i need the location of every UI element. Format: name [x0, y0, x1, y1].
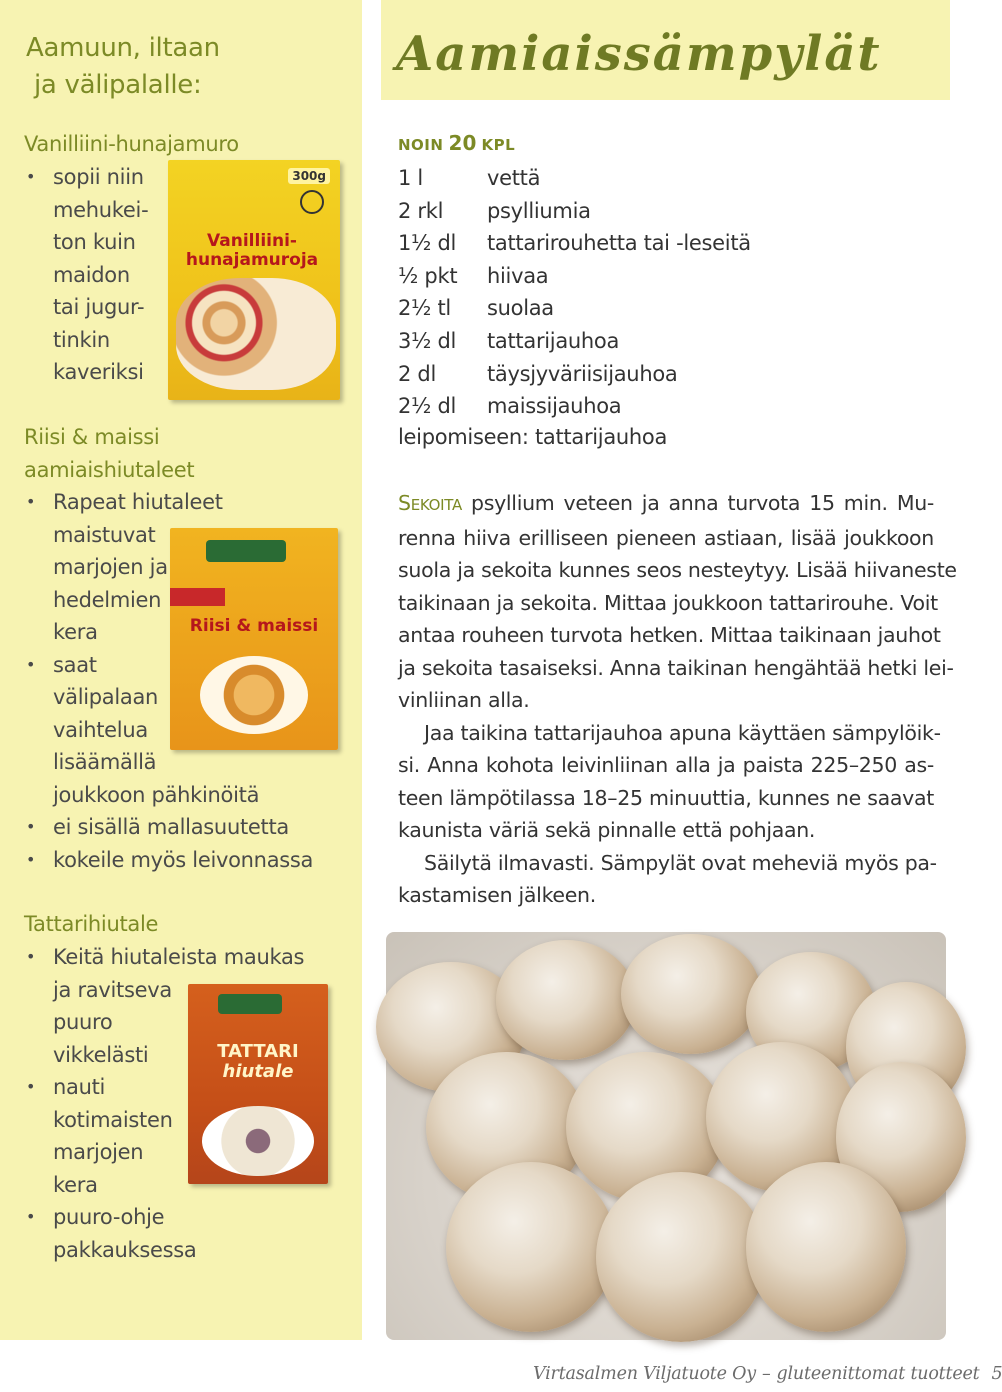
- bullet-item: [24, 844, 313, 877]
- bread-roll: [596, 1172, 766, 1342]
- product-name-vanilliini: Vanilliini-hunajamuro: [24, 132, 239, 156]
- instruction-paragraph: [398, 717, 941, 847]
- bullet-line: maidon: [53, 262, 130, 287]
- bullet-line: kera: [53, 620, 98, 644]
- recipe-yield: [398, 131, 515, 155]
- footer-separator: –: [761, 1364, 771, 1384]
- bullet-line: • sopii niin: [53, 165, 144, 189]
- ingredient-qty: ½ pkt: [398, 263, 458, 288]
- yield-number: 20: [448, 131, 477, 155]
- package-label: [196, 1042, 320, 1082]
- product-name-line: Riisi & maissi: [24, 425, 160, 449]
- bullet-line: ton kuin: [53, 230, 136, 254]
- instruction-paragraph: [398, 487, 957, 717]
- sidebar-title: [26, 30, 346, 104]
- bullet-item: [24, 1201, 304, 1266]
- yield-prefix: NOIN: [398, 136, 444, 154]
- ingredient-item: suolaa: [487, 296, 554, 321]
- ingredient-qty: 1½ dl: [398, 231, 457, 256]
- package-weight: 300g: [288, 168, 330, 184]
- instruction-line: [398, 487, 934, 522]
- footer-tagline: gluteenittomat tuotteet: [776, 1364, 980, 1384]
- ingredient-item: tattarirouhetta tai -leseitä: [487, 231, 751, 256]
- bullet-line: maistuvat: [53, 522, 156, 547]
- bullet-line: • nauti: [53, 1075, 106, 1099]
- ingredient-row: [398, 195, 751, 228]
- instruction-line: teen lämpötilassa 18–25 minuuttia, kunnes ne saavat: [398, 785, 934, 810]
- brand-logo: [218, 994, 282, 1014]
- product-name-riisi-maissi: [24, 421, 194, 486]
- bullet-line: tinkin: [53, 327, 110, 352]
- bullet-item: [24, 161, 148, 389]
- bullet-line: kaveriksi: [53, 360, 144, 384]
- ingredient-item: psylliumia: [487, 198, 591, 223]
- instruction-line: vinliinan alla.: [398, 688, 530, 712]
- bullet-line: • ei sisällä mallasuutetta: [53, 815, 289, 839]
- instruction-line: kaunista väriä sekä pinnalle että pohjaan.: [398, 818, 816, 842]
- ingredient-item: vettä: [487, 166, 541, 190]
- recipe-instructions: [398, 487, 957, 912]
- bread-roll: [746, 1162, 906, 1332]
- bread-rolls-photo: [386, 932, 946, 1340]
- bread-roll: [446, 1162, 616, 1332]
- vanilliini-package-image: [168, 160, 340, 400]
- ingredient-row: [398, 325, 751, 358]
- bullet-line: joukkoon pähkinöitä: [53, 782, 260, 807]
- bullet-line: marjojen: [53, 1140, 144, 1164]
- bread-roll: [496, 940, 636, 1060]
- product-bullets-vanilliini: [24, 161, 148, 389]
- bullet-line: hedelmien: [53, 587, 162, 612]
- package-label: Riisi & maissi: [189, 616, 319, 636]
- bullet-line: kera: [53, 1172, 98, 1197]
- recipe-title: Aamiaissämpylät: [396, 26, 882, 82]
- page-footer: [533, 1364, 1002, 1384]
- bullet-line: vaihtelua: [53, 717, 148, 742]
- bullet-line: • saat: [53, 652, 97, 677]
- bullet-line: tai jugur-: [53, 295, 145, 319]
- ingredient-row: [398, 292, 751, 325]
- brand-logo: [206, 540, 286, 562]
- lead-word-initial: S: [398, 491, 411, 515]
- ingredient-qty: 2½ dl: [398, 394, 457, 419]
- ingredient-qty: 2½ tl: [398, 296, 451, 321]
- product-name-tattarihiutale: Tattarihiutale: [24, 912, 159, 936]
- bullet-item: [24, 811, 313, 844]
- instruction-line: taikinaan ja sekoita. Mittaa joukkoon tattarirouhe. Voit: [398, 590, 938, 615]
- ingredient-row: [398, 358, 751, 391]
- ingredient-qty: 1 l: [398, 166, 423, 190]
- package-label: Vanilliini-hunajamuroja: [185, 231, 319, 270]
- tattari-package-image: [188, 984, 328, 1184]
- lead-word: [398, 491, 462, 515]
- sidebar-title-line: Aamuun, iltaan: [26, 33, 220, 63]
- baking-flour-note: leipomiseen: tattarijauhoa: [398, 425, 668, 449]
- bullet-line: pakkauksessa: [53, 1237, 197, 1262]
- ingredient-qty: 2 rkl: [398, 198, 444, 223]
- instruction-line: antaa rouheen turvota hetken. Mittaa taikinaan jauhot: [398, 623, 941, 647]
- instruction-text: psyllium veteen ja anna turvota 15 min. Mu-: [461, 491, 934, 515]
- bullet-line: • Rapeat hiutaleet: [53, 490, 223, 514]
- ingredient-item: maissijauhoa: [487, 394, 622, 419]
- ingredient-row: [398, 227, 751, 260]
- ingredient-item: tattarijauhoa: [487, 328, 620, 353]
- bullet-line: vikkelästi: [53, 1042, 149, 1067]
- bullet-line: marjojen ja: [53, 555, 168, 579]
- package-label-line: TATTARI: [217, 1041, 299, 1062]
- bullet-line: välipalaan: [53, 685, 159, 709]
- instruction-line: suola ja sekoita kunnes seos nesteytyy. Lisää hiivaneste: [398, 558, 957, 582]
- bullet-line: lisäämällä: [53, 750, 157, 774]
- riisi-maissi-package-image: [170, 528, 338, 750]
- ingredient-qty: 2 dl: [398, 361, 437, 386]
- package-ribbon: [170, 588, 225, 606]
- ingredient-row: [398, 162, 751, 195]
- cereal-bowl-icon: [176, 278, 336, 390]
- ingredient-row: [398, 390, 751, 423]
- porridge-bowl-icon: [202, 1106, 314, 1176]
- ingredient-qty: 3½ dl: [398, 328, 457, 353]
- bullet-line: puuro: [53, 1010, 113, 1034]
- ingredient-item: täysjyväriisijauhoa: [487, 361, 678, 386]
- gluten-free-icon: [300, 190, 324, 214]
- bread-roll: [621, 934, 761, 1054]
- page-number: 5: [991, 1364, 1002, 1384]
- bullet-line: • Keitä hiutaleista maukas: [53, 945, 305, 969]
- lead-word-rest: EKOITA: [410, 496, 462, 514]
- instruction-line: Säilytä ilmavasti. Sämpylät ovat meheviä myös pa-: [424, 850, 937, 875]
- bullet-line: mehukei-: [53, 197, 149, 222]
- yield-unit: KPL: [481, 136, 516, 154]
- package-label-line: hiutale: [222, 1061, 294, 1082]
- cereal-bowl-icon: [200, 656, 308, 734]
- instruction-line: renna hiiva erilliseen pieneen astiaan, lisää joukkoon: [398, 525, 934, 550]
- ingredient-row: [398, 260, 751, 293]
- sidebar-title-line: ja välipalalle:: [26, 70, 202, 100]
- product-name-line: aamiaishiutaleet: [24, 457, 195, 482]
- bullet-line: • kokeile myös leivonnassa: [53, 847, 314, 872]
- ingredient-item: hiivaa: [487, 263, 549, 288]
- instruction-line: Jaa taikina tattarijauhoa apuna käyttäen sämpylöik-: [424, 720, 941, 745]
- bullet-line: ja ravitseva: [53, 977, 172, 1002]
- instruction-line: si. Anna kohota leivinliinan alla ja paista 225–250 as-: [398, 753, 934, 777]
- instruction-line: ja sekoita tasaiseksi. Anna taikinan hengähtää hetki lei-: [398, 655, 954, 680]
- bullet-line: kotimaisten: [53, 1107, 173, 1132]
- instruction-line: kastamisen jälkeen.: [398, 883, 596, 907]
- footer-company: Virtasalmen Viljatuote Oy: [533, 1364, 756, 1384]
- bullet-line: • puuro-ohje: [53, 1205, 165, 1229]
- ingredient-list: [398, 162, 751, 423]
- instruction-paragraph: [398, 847, 937, 912]
